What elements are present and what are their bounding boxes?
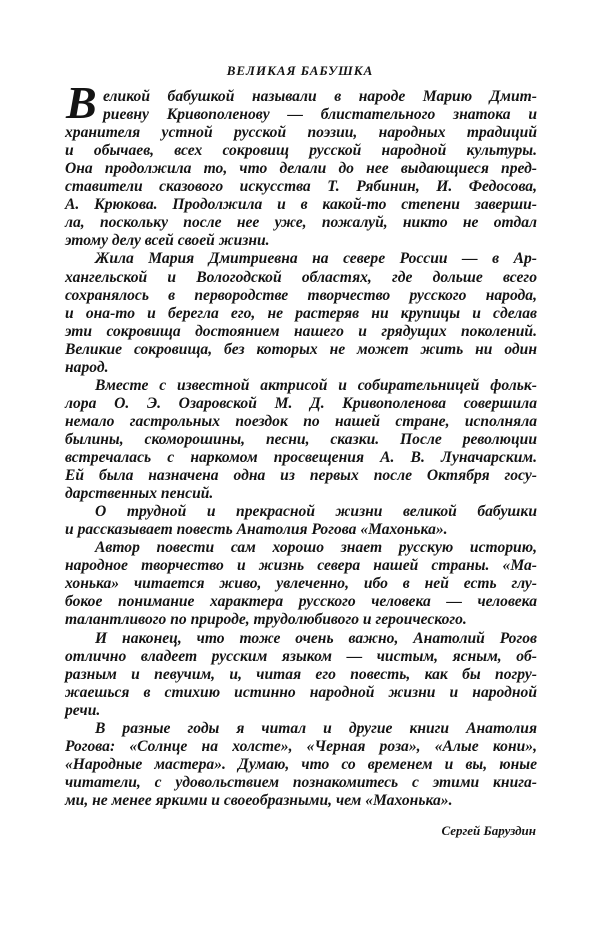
- text-line: Автор повести сам хорошо знает русскую историю,: [95, 539, 537, 557]
- text-line: Великие сокровища, без которых не может жить ни один: [65, 340, 537, 358]
- text-line: жаешься в стихию истинно народной жизни и народной: [65, 683, 537, 701]
- text-line: ставители сказового искусства Т. Рябинин, И. Федосова,: [65, 178, 537, 196]
- text-line: и обычаев, всех сокровищ русской народной культуры.: [65, 142, 537, 160]
- text-line: хангельской и Вологодской областях, где дольше всего: [65, 268, 537, 286]
- text-line: отлично владеет русским языком — чистым, ясным, об-: [65, 647, 537, 665]
- text-line: И наконец, что тоже очень важно, Анатолий Рогов: [95, 629, 537, 647]
- text-line: Жила Мария Дмитриевна на севере России — в Ар-: [95, 250, 537, 268]
- text-line: «Народные мастера». Думаю, что со временем и вы, юные: [65, 755, 537, 773]
- text-line: Вместе с известной актрисой и собирательницей фольк-: [95, 376, 537, 394]
- text-line: хонька» читается живо, увлеченно, ибо в ней есть глу-: [65, 575, 537, 593]
- text-line: читатели, с удовольствием познакомитесь с этими книга-: [65, 773, 537, 791]
- text-line: ла, поскольку после нее уже, пожалуй, никто не отдал: [65, 214, 537, 232]
- text-line: немало гастрольных поездок по нашей стране, исполняла: [65, 412, 537, 430]
- text-line: А. Крюкова. Продолжила и в какой-то степени заверши-: [65, 196, 537, 214]
- text-line: былины, скоморошины, песни, сказки. После революции: [65, 430, 537, 448]
- text-line: еликой бабушкой называли в народе Марию Дмит-: [103, 88, 537, 105]
- text-line: лора О. Э. Озаровской М. Д. Кривополенова совершила: [65, 394, 537, 412]
- text-line: и она-то и берегла его, не растеряв ни крупицы и сделав: [65, 304, 537, 322]
- page-title: ВЕЛИКАЯ БАБУШКА: [226, 63, 374, 78]
- text-line: эти сокровища достоянием нашего и грядущих поколений.: [65, 322, 537, 340]
- text-line: бокое понимание характера русского человека — человека: [65, 593, 537, 611]
- text-line: народное творчество и жизнь севера нашей страны. «Ма-: [65, 557, 537, 575]
- text-line: талантливого по природе, трудолюбивого и героического.: [65, 611, 467, 629]
- text-line: сохранялось в первородстве творчество русского народа,: [65, 286, 537, 304]
- text-line: речи.: [65, 701, 101, 719]
- text-line: Она продолжила то, что делали до нее выдающиеся пред-: [65, 160, 537, 178]
- text-line: ми, не менее яркими и своеобразными, чем «Махонька».: [65, 791, 453, 809]
- text-line: и рассказывает повесть Анатолия Рогова «Махонька».: [65, 521, 448, 539]
- text-line: риевну Кривополенову — блистательного знатока и: [103, 106, 537, 124]
- author-signature: Сергей Баруздин: [441, 823, 536, 838]
- text-line: разным и певучим, и, читая его повесть, как бы погру-: [65, 665, 537, 683]
- text-line: О трудной и прекрасной жизни великой бабушки: [95, 503, 537, 521]
- text-line: народ.: [65, 358, 109, 376]
- text-line: хранителя устной русской поэзии, народных традиций: [65, 124, 537, 142]
- drop-cap: В: [66, 77, 97, 128]
- text-line: В разные годы я читал и другие книги Анатолия: [95, 719, 537, 737]
- text-line: встречалась с наркомом просвещения А. В. Луначарским.: [65, 449, 537, 466]
- text-line: дарственных пенсий.: [65, 485, 214, 503]
- text-line: Рогова: «Солнце на холсте», «Черная роза», «Алые кони»,: [65, 737, 537, 755]
- text-line: этому делу всей своей жизни.: [65, 232, 270, 250]
- text-line: Ей была назначена одна из первых после Октября госу-: [65, 467, 537, 485]
